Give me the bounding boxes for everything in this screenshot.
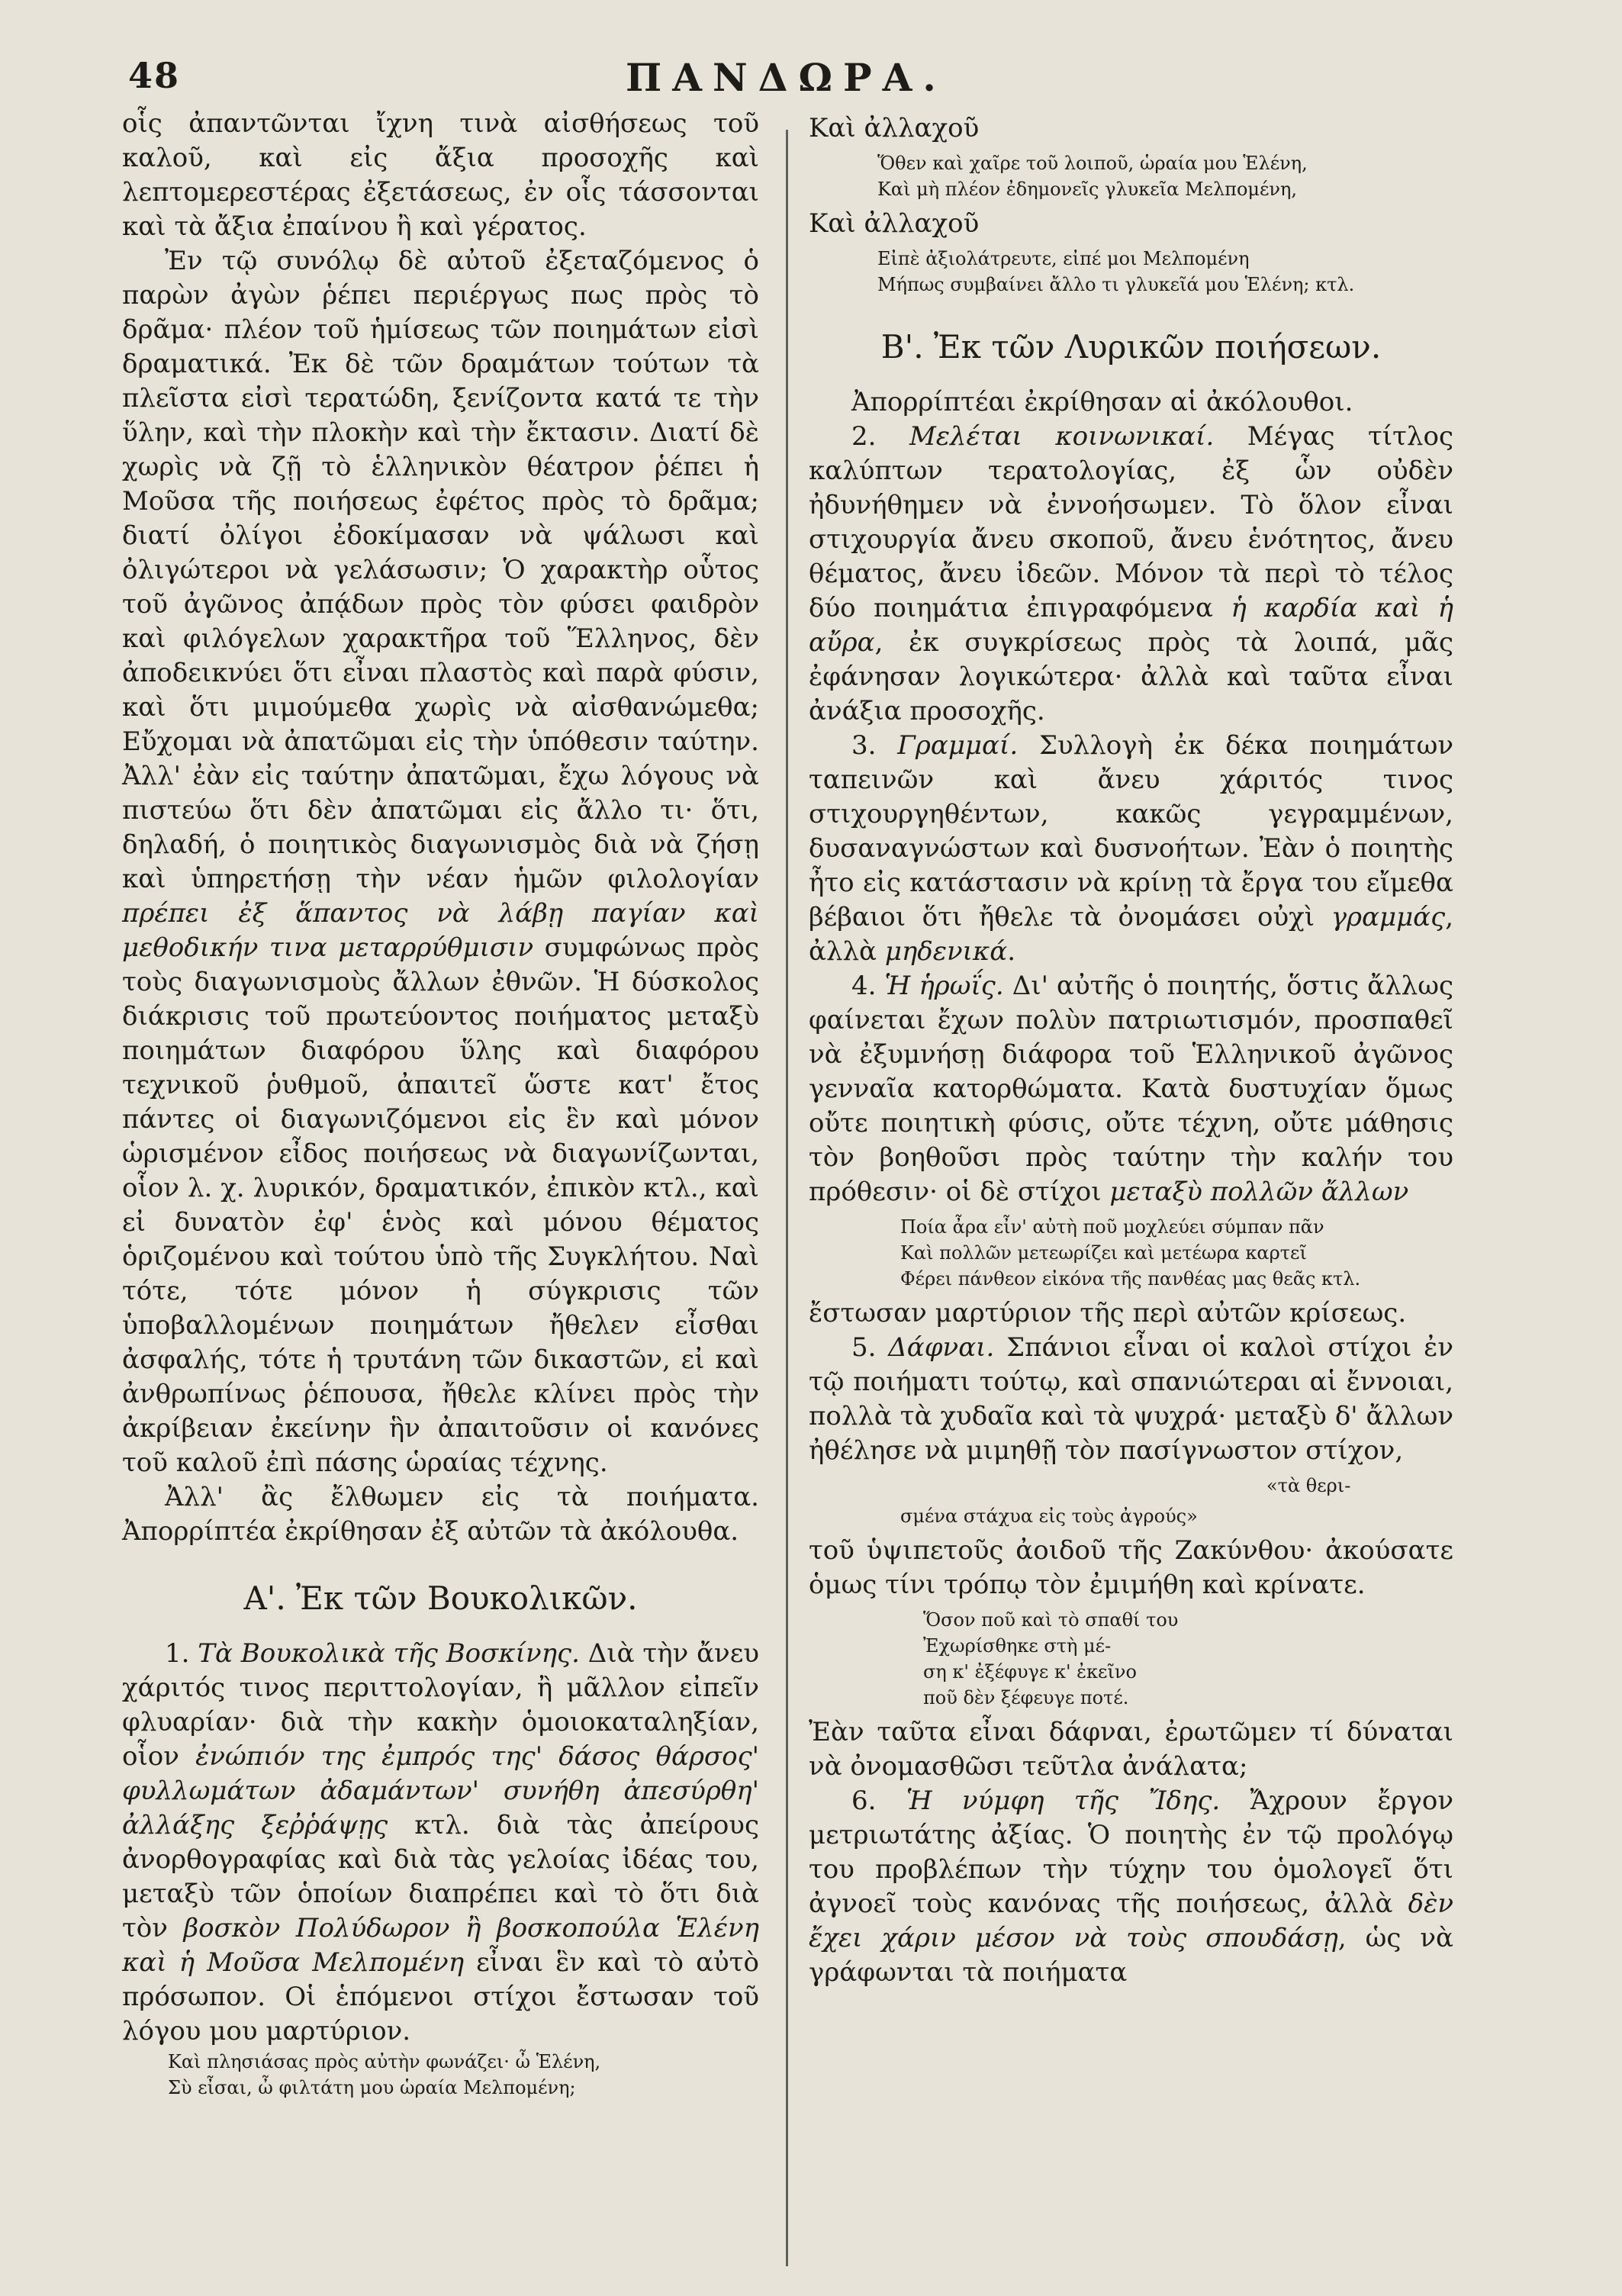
review-item: 5. Δάφναι. Σπάνιοι εἶναι οἱ καλοὶ στίχοι ἐν τῷ ποιήματι τούτῳ, καὶ σπανιώτεραι αἱ ἔννοιαι, πολλὰ τὰ χυδαῖα καὶ τὰ ψυχρά· μεταξὺ δ' ἄλλων ἠθέλησε νὰ μιμηθῇ τὸν πασίγνωστον στίχον, — [809, 1332, 1453, 1466]
item-title: Ἡ ἡρωΐς. — [884, 971, 1004, 1001]
section-heading: Β'. Ἐκ τῶν Λυρικῶν ποιήσεων. — [880, 328, 1382, 365]
item-title: Δάφναι. — [888, 1332, 995, 1363]
verse-quote: Ποία ἆρα εἶν' αὐτὴ ποῦ μοχλεύει σύμπαν πᾶν Καὶ πολλῶν μετεωρίζει καὶ μετέωρα καρτεῖ Φέρει πάνθεον εἰκόνα τῆς πανθέας μας θεᾶς κτλ. — [900, 1216, 1361, 1290]
verse-quote: Εἰπὲ ἀξιολάτρευτε, εἰπέ μοι Μελπομένη Μήπως συμβαίνει ἄλλο τι γλυκεῖά μου Ἑλένη; κτλ. — [877, 248, 1355, 295]
item-title: Γραμμαί. — [897, 730, 1019, 761]
left-column — [122, 107, 759, 2101]
journal-title: ΠΑΝΔΩΡΑ. — [626, 55, 947, 100]
review-item: 4. Ἡ ἡρωΐς. Δι' αὐτῆς ὁ ποιητής, ὅστις ἄλλως φαίνεται ἔχων πολὺν πατριωτισμόν, προσπαθεῖ νὰ ἐξυμνήσῃ διάφορα τοῦ Ἑλληνικοῦ ἀγῶνος γενναῖα κατορθώματα. Κατὰ δυστυχίαν ὅμως οὔτε ποιητικὴ φύσις, οὔτε τέχνη, οὔτε μάθησις τὸν βοηθοῦσι πρὸς ταύτην τὴν καλήν του πρόθεσιν· οἱ δὲ στίχοι μεταξὺ πολλῶν ἄλλων — [809, 971, 1453, 1207]
emphasis: βοσκὸν Πολύδωρον ἢ βοσκοπούλα Ἑλένη καὶ ἡ Μοῦσα Μελπομένη — [122, 1913, 759, 1978]
paragraph: ἔστωσαν μαρτύριον τῆς περὶ αὐτῶν κρίσεως. — [809, 1298, 1407, 1328]
right-column — [809, 107, 1453, 1990]
review-item: 3. Γραμμαί. Συλλογὴ ἐκ δέκα ποιημάτων ταπεινῶν καὶ ἄνευ χάριτός τινος στιχουργηθέντων, κακῶς γεγραμμένων, δυσαναγνώστων καὶ δυσνοήτων. Ἐὰν ὁ ποιητὴς ἦτο εἰς κατάστασιν νὰ κρίνῃ τὰ ἔργα του εἴμεθα βέβαιοι ὅτι ἤθελε τὰ ὀνομάσει οὐχὶ γραμμάς, ἀλλὰ μηδενικά. — [809, 730, 1454, 967]
item-title: Ἡ νύμφη τῆς Ἴδης. — [906, 1786, 1221, 1816]
review-item: 6. Ἡ νύμφη τῆς Ἴδης. Ἄχρουν ἔργον μετριωτάτης ἀξίας. Ὁ ποιητὴς ἐν τῷ προλόγῳ του προβλέπων τὴν τύχην του ὁμολογεῖ ὅτι ἀγνοεῖ τοὺς κανόνας τῆς ποιήσεως, ἀλλὰ δὲν ἔχει χάριν μέσον νὰ τοὺς σπουδάσῃ, ὡς νὰ γράφωνται τὰ ποιήματα — [809, 1786, 1453, 1988]
verse-quote: Καὶ πλησιάσας πρὸς αὐτὴν φωνάζει· ὦ Ἑλένη, Σὺ εἶσαι, ὦ φιλτάτη μου ὡραία Μελπομένη; — [168, 2051, 601, 2098]
emphasis: πρέπει ἐξ ἅπαντος νὰ λάβῃ παγίαν καὶ μεθοδικήν τινα μεταρρύθμισιν — [122, 898, 759, 963]
emphasis: μεταξὺ πολλῶν ἄλλων — [1109, 1177, 1409, 1207]
emphasis: μηδενικά — [884, 936, 1008, 967]
item-title: Μελέται κοινωνικαί. — [909, 421, 1215, 452]
verse-quote: Ὅθεν καὶ χαῖρε τοῦ λοιποῦ, ὡραία μου Ἑλένη, Καὶ μὴ πλέον ἐδημονεῖς γλυκεῖα Μελπομένη, — [877, 153, 1308, 200]
item-title: Τὰ Βουκολικὰ τῆς Βοσκίνης. — [198, 1638, 580, 1669]
section-heading: Α'. Ἐκ τῶν Βουκολικῶν. — [243, 1580, 638, 1617]
verse-quote: «τὰ θερι- — [1266, 1475, 1351, 1496]
paragraph: Ἐν τῷ συνόλῳ δὲ αὐτοῦ ἐξεταζόμενος ὁ παρὼν ἀγὼν ῥέπει περιέργως πως πρὸς τὸ δρᾶμα· πλέον τοῦ ἡμίσεως τῶν ποιημάτων εἰσὶ δραματικά. Ἐκ δὲ τῶν δραμάτων τούτων τὰ πλεῖστα εἰσὶ τερατώδη, ξενίζοντα κατά τε τὴν ὕλην, καὶ τὴν πλοκὴν καὶ τὴν ἔκτασιν. Διατί δὲ χωρὶς νὰ ζῇ τὸ ἑλληνικὸν θέατρον ῥέπει ἡ Μοῦσα τῆς ποιήσεως ἐφέτος πρὸς τὸ δρᾶμα; διατί ὀλίγοι ἐδοκίμασαν νὰ ψάλωσι καὶ ὀλιγώτεροι νὰ γελάσωσιν; Ὁ χαρακτὴρ οὗτος τοῦ ἀγῶνος ἀπᾴδων πρὸς τὸν φύσει φαιδρὸν καὶ φιλόγελων χαρακτῆρα τοῦ Ἕλληνος, δὲν ἀποδεικνύει ὅτι εἶναι πλαστὸς καὶ παρὰ φύσιν, καὶ ὅτι μιμούμεθα χωρὶς νὰ αἰσθανώμεθα; Εὔχομαι νὰ ἀπατῶμαι εἰς τὴν ὑπόθεσιν ταύτην. Ἀλλ' ἐὰν εἰς ταύτην ἀπατῶμαι, ἔχω λόγους νὰ πιστεύω ὅτι δὲν ἀπατῶμαι εἰς ἄλλο τι· ὅτι, δηλαδή, ὁ ποιητικὸς διαγωνισμὸς διὰ νὰ ζήσῃ καὶ ὑπηρετήσῃ τὴν νέαν ἡμῶν φιλολογίαν πρέπει ἐξ ἅπαντος νὰ λάβῃ παγίαν καὶ μεθοδικήν τινα μεταρρύθμισιν συμφώνως πρὸς τοὺς διαγωνισμοὺς ἄλλων ἐθνῶν. Ἡ δύσκολος διάκρισις τοῦ πρωτεύοντος ποιήματος μεταξὺ ποιημάτων διαφόρου ὕλης καὶ διαφόρου τεχνικοῦ ῥυθμοῦ, ἀπαιτεῖ ὥστε κατ' ἔτος πάντες οἱ διαγωνιζόμενοι εἰς ἓν καὶ μόνον ὡρισμένον εἶδος ποιήσεως νὰ διαγωνίζωνται, οἷον λ. χ. λυρικόν, δραματικόν, ἐπικὸν κτλ., καὶ εἰ δυνατὸν ἐφ' ἑνὸς καὶ μόνου θέματος ὁριζομένου καὶ τούτου ὑπὸ τῆς Συγκλήτου. Ναὶ τότε, τότε μόνον ἡ σύγκρισις τῶν ὑποβαλλομένων ποιημάτων ἤθελεν εἶσθαι ἀσφαλής, τότε ἡ τρυτάνη τῶν δικαστῶν, εἰ καὶ ἀνθρωπίνως ῥέπουσα, ἤθελε κλίνει πρὸς τὴν ἀκρίβειαν ἐκείνην ἣν ἀπαιτοῦσιν οἱ κανόνες τοῦ καλοῦ ἐπὶ πάσης ὡραίας τέχνης. — [122, 246, 760, 1478]
column-rule — [786, 130, 788, 2266]
paragraph: Ἐὰν ταῦτα εἶναι δάφναι, ἐρωτῶμεν τί δύναται νὰ ὀνομασθῶσι τεῦτλα ἀνάλατα; — [809, 1717, 1453, 1782]
emphasis: ἡ καρδία καὶ ἡ αὔρα — [809, 593, 1453, 658]
review-item: 2. Μελέται κοινωνικαί. Μέγας τίτλος καλύπτων τερατολογίας, ἐξ ὧν οὐδὲν ἠδυνήθημεν νὰ ἐννοήσωμεν. Τὸ ὅλον εἶναι στιχουργία ἄνευ σκοποῦ, ἄνευ ἑνότητος, ἄνευ θέματος, ἄνευ ἰδεῶν. Μόνον τὰ περὶ τὸ τέλος δύο ποιημάτια ἐπιγραφόμενα ἡ καρδία καὶ ἡ αὔρα, ἐκ συγκρίσεως πρὸς τὰ λοιπά, μᾶς ἐφάνησαν λογικώτερα· ἀλλὰ καὶ ταῦτα εἶναι ἀνάξια προσοχῆς. — [809, 421, 1453, 726]
paragraph: Ἀλλ' ἂς ἔλθωμεν εἰς τὰ ποιήματα. Ἀπορρίπτέα ἐκρίθησαν ἐξ αὐτῶν τὰ ἀκόλουθα. — [122, 1482, 759, 1547]
emphasis: γραμμάς — [1331, 902, 1446, 932]
page-number: 48 — [128, 55, 181, 96]
paragraph: τοῦ ὑψιπετοῦς ἀοιδοῦ τῆς Ζακύνθου· ἀκούσατε ὁμως τίνι τρόπῳ τὸν ἐμιμήθη καὶ κρίνατε. — [809, 1535, 1453, 1600]
verse-quote: Ὅσον ποῦ καὶ τὸ σπαθί του Ἐχωρίσθηκε στὴ μέ- ση κ' ἐξέφυγε κ' ἐκεῖνο ποῦ δὲν ξέφευγε ποτέ. — [923, 1609, 1179, 1708]
emphasis: ἐνώπιόν της ἐμπρός της' δάσος θάρσος' φυλλωμάτων ἀδαμάντων' συνήθη ἀπεσύρθη' ἀλλάξης ξεῤῥάψῃς — [122, 1741, 760, 1840]
verse-intro: Καὶ ἀλλαχοῦ — [809, 208, 980, 239]
verse-quote: σμένα στάχυα εἰς τοὺς ἀγρούς» — [900, 1505, 1198, 1527]
verse-intro: Καὶ ἀλλαχοῦ — [809, 113, 980, 143]
emphasis: δὲν ἔχει χάριν μέσον νὰ τοὺς σπουδάσῃ — [809, 1889, 1453, 1953]
paragraph: Ἀπορρίπτέαι ἐκρίθησαν αἱ ἀκόλουθοι. — [851, 387, 1353, 417]
review-item: 1. Τὰ Βουκολικὰ τῆς Βοσκίνης. Διὰ τὴν ἄνευ χάριτός τινος περιττολογίαν, ἢ μᾶλλον εἰπεῖν φλυαρίαν· διὰ τὴν κακὴν ὁμοιοκαταληξίαν, οἷον ἐνώπιόν της ἐμπρός της' δάσος θάρσος' φυλλωμάτων ἀδαμάντων' συνήθη ἀπεσύρθη' ἀλλάξης ξεῤῥάψῃς κτλ. διὰ τὰς ἀπείρους ἀνορθογραφίας καὶ διὰ τὰς γελοίας ἰδέας του, μεταξὺ τῶν ὁποίων διαπρέπει καὶ τὸ ὅτι διὰ τὸν βοσκὸν Πολύδωρον ἢ βοσκοπούλα Ἑλένη καὶ ἡ Μοῦσα Μελπομένη εἶναι ἓν καὶ τὸ αὐτὸ πρόσωπον. Οἱ ἑπόμενοι στίχοι ἔστωσαν τοῦ λόγου μου μαρτύριον. — [122, 1638, 760, 2046]
paragraph: οἷς ἀπαντῶνται ἴχνη τινὰ αἰσθήσεως τοῦ καλοῦ, καὶ εἰς ἄξια προσοχῆς καὶ λεπτομερεστέρας ἐξετάσεως, ἐν οἷς τάσσονται καὶ τὰ ἄξια ἐπαίνου ἢ καὶ γέρατος. — [122, 108, 759, 242]
